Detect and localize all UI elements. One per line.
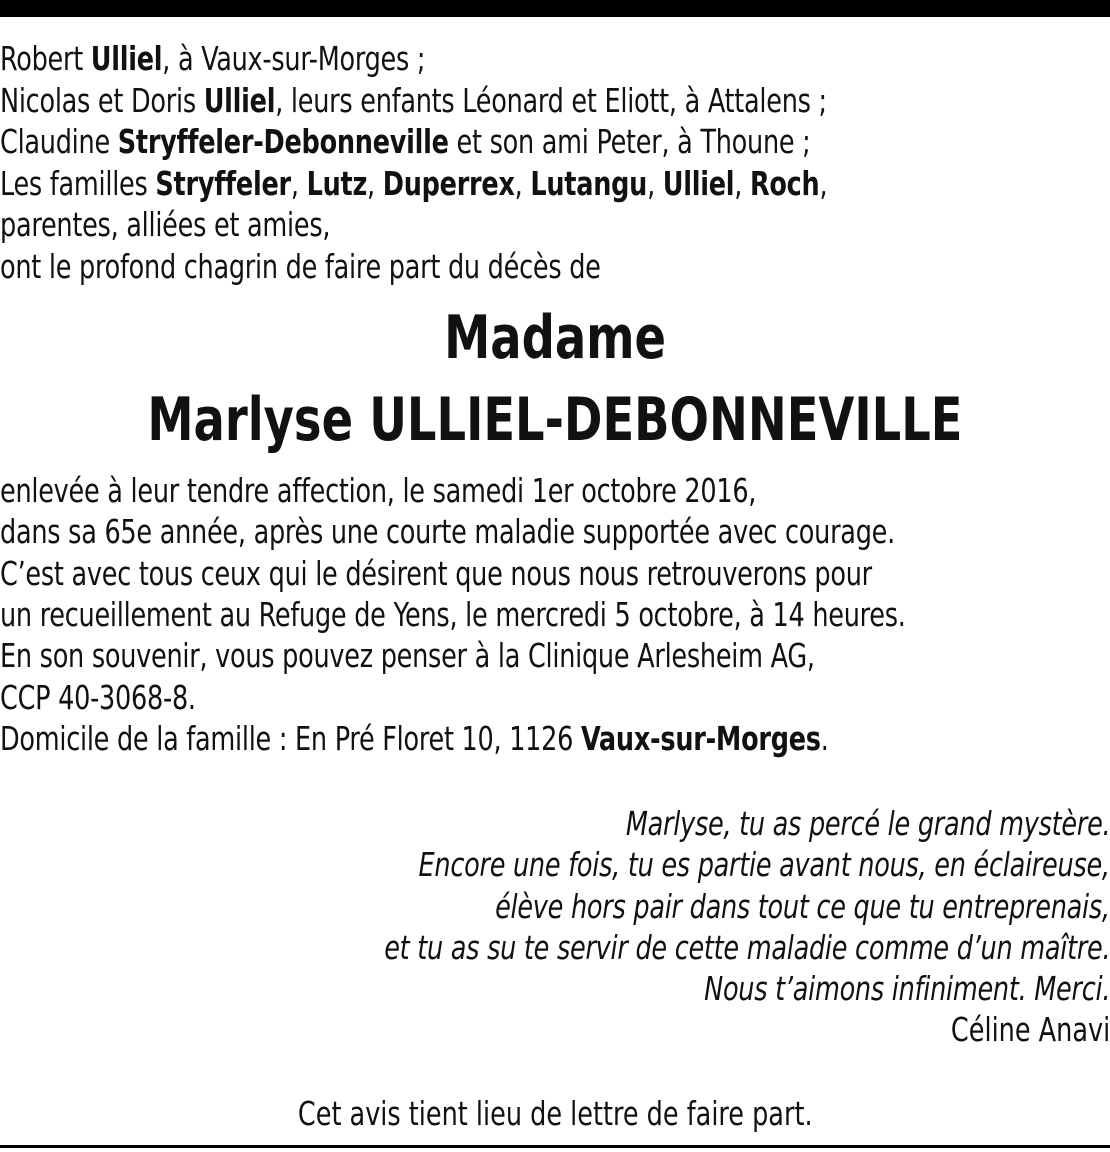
deceased-name-text: Marlyse ULLIEL-DEBONNEVILLE [147,385,963,455]
poem-line: Encore une fois, tu es partie avant nous, en éclaireuse, [418,845,1110,885]
text-segment: Nicolas et Doris [0,80,204,120]
bold-name: Duperrex [382,163,515,203]
bold-name: Lutz [306,163,368,203]
poem-line: Marlyse, tu as percé le grand mystère. [625,804,1110,843]
detail-line [0,470,756,512]
text-segment: enlevée à leur tendre affection, le samedi 1er octobre 2016, [0,471,757,510]
text-segment: et son ami Peter, à Thoune ; [448,122,811,162]
footer-note-text: Cet avis tient lieu de lettre de faire part. [297,1094,813,1133]
announcer-line [0,246,601,288]
deceased-salutation [0,304,1110,372]
announcer-line [0,163,827,205]
detail-line [0,677,196,719]
text-segment: , [367,163,383,203]
text-segment: Claudine [0,122,118,162]
bold-name: Ulliel [662,163,735,203]
announcer-line [0,204,330,246]
text-segment: CCP 40-3068-8. [0,677,196,717]
text-segment: C’est avec tous ceux qui le désirent que nous nous retrouverons pour [0,553,872,593]
text-segment: , à Vaux-sur-Morges ; [162,39,426,78]
poem-line: Nous t’aimons infiniment. Merci. [703,969,1110,1009]
announcer-line [0,80,827,122]
detail-line [0,635,815,677]
bold-name: Lutangu [530,163,648,203]
bold-name: Roch [749,163,820,203]
detail-line [0,594,906,636]
bold-name: Stryffeler-Debonneville [117,122,449,162]
poem-line: élève hors pair dans tout ce que tu entreprenais, [495,886,1110,926]
text-segment: parentes, alliées et amies, [0,205,331,245]
text-segment: , [734,163,750,203]
detail-line [0,718,829,760]
text-segment: , [647,163,663,203]
bottom-border-rule [0,1145,1110,1148]
bold-name: Vaux-sur-Morges [580,718,821,758]
text-segment: , [290,163,307,203]
text-segment: ont le profond chagrin de faire part du décès de [0,247,601,286]
text-segment: Les familles [0,163,156,203]
top-border-rule [0,0,1110,17]
text-segment: Robert [0,39,91,78]
text-segment: , leurs enfants Léonard et Eliott, à Attalens ; [275,80,827,120]
text-segment: Domicile de la famille : En Pré Floret 10, 1126 [0,718,581,758]
bold-name: Ulliel [90,39,163,78]
detail-line [0,511,895,553]
deceased-name [0,386,1110,454]
text-segment: dans sa 65e année, après une courte maladie supportée avec courage. [0,512,895,552]
text-segment: . [820,718,829,758]
footer-note [0,1093,1110,1135]
detail-line [0,553,872,595]
poem-author: Céline Anavi [950,1010,1110,1049]
text-segment: En son souvenir, vous pouvez penser à la Clinique Arlesheim AG, [0,636,815,676]
announcer-line [0,38,425,80]
text-segment: , [514,163,531,203]
text-segment: un recueillement au Refuge de Yens, le mercredi 5 octobre, à 14 heures. [0,594,906,634]
announcer-line [0,121,811,163]
bold-name: Stryffeler [155,163,291,203]
bold-name: Ulliel [203,80,276,120]
text-segment: , [819,163,828,203]
deceased-salutation-text: Madame [444,303,666,373]
poem-line: et tu as su te servir de cette maladie comme d’un maître. [383,927,1110,967]
